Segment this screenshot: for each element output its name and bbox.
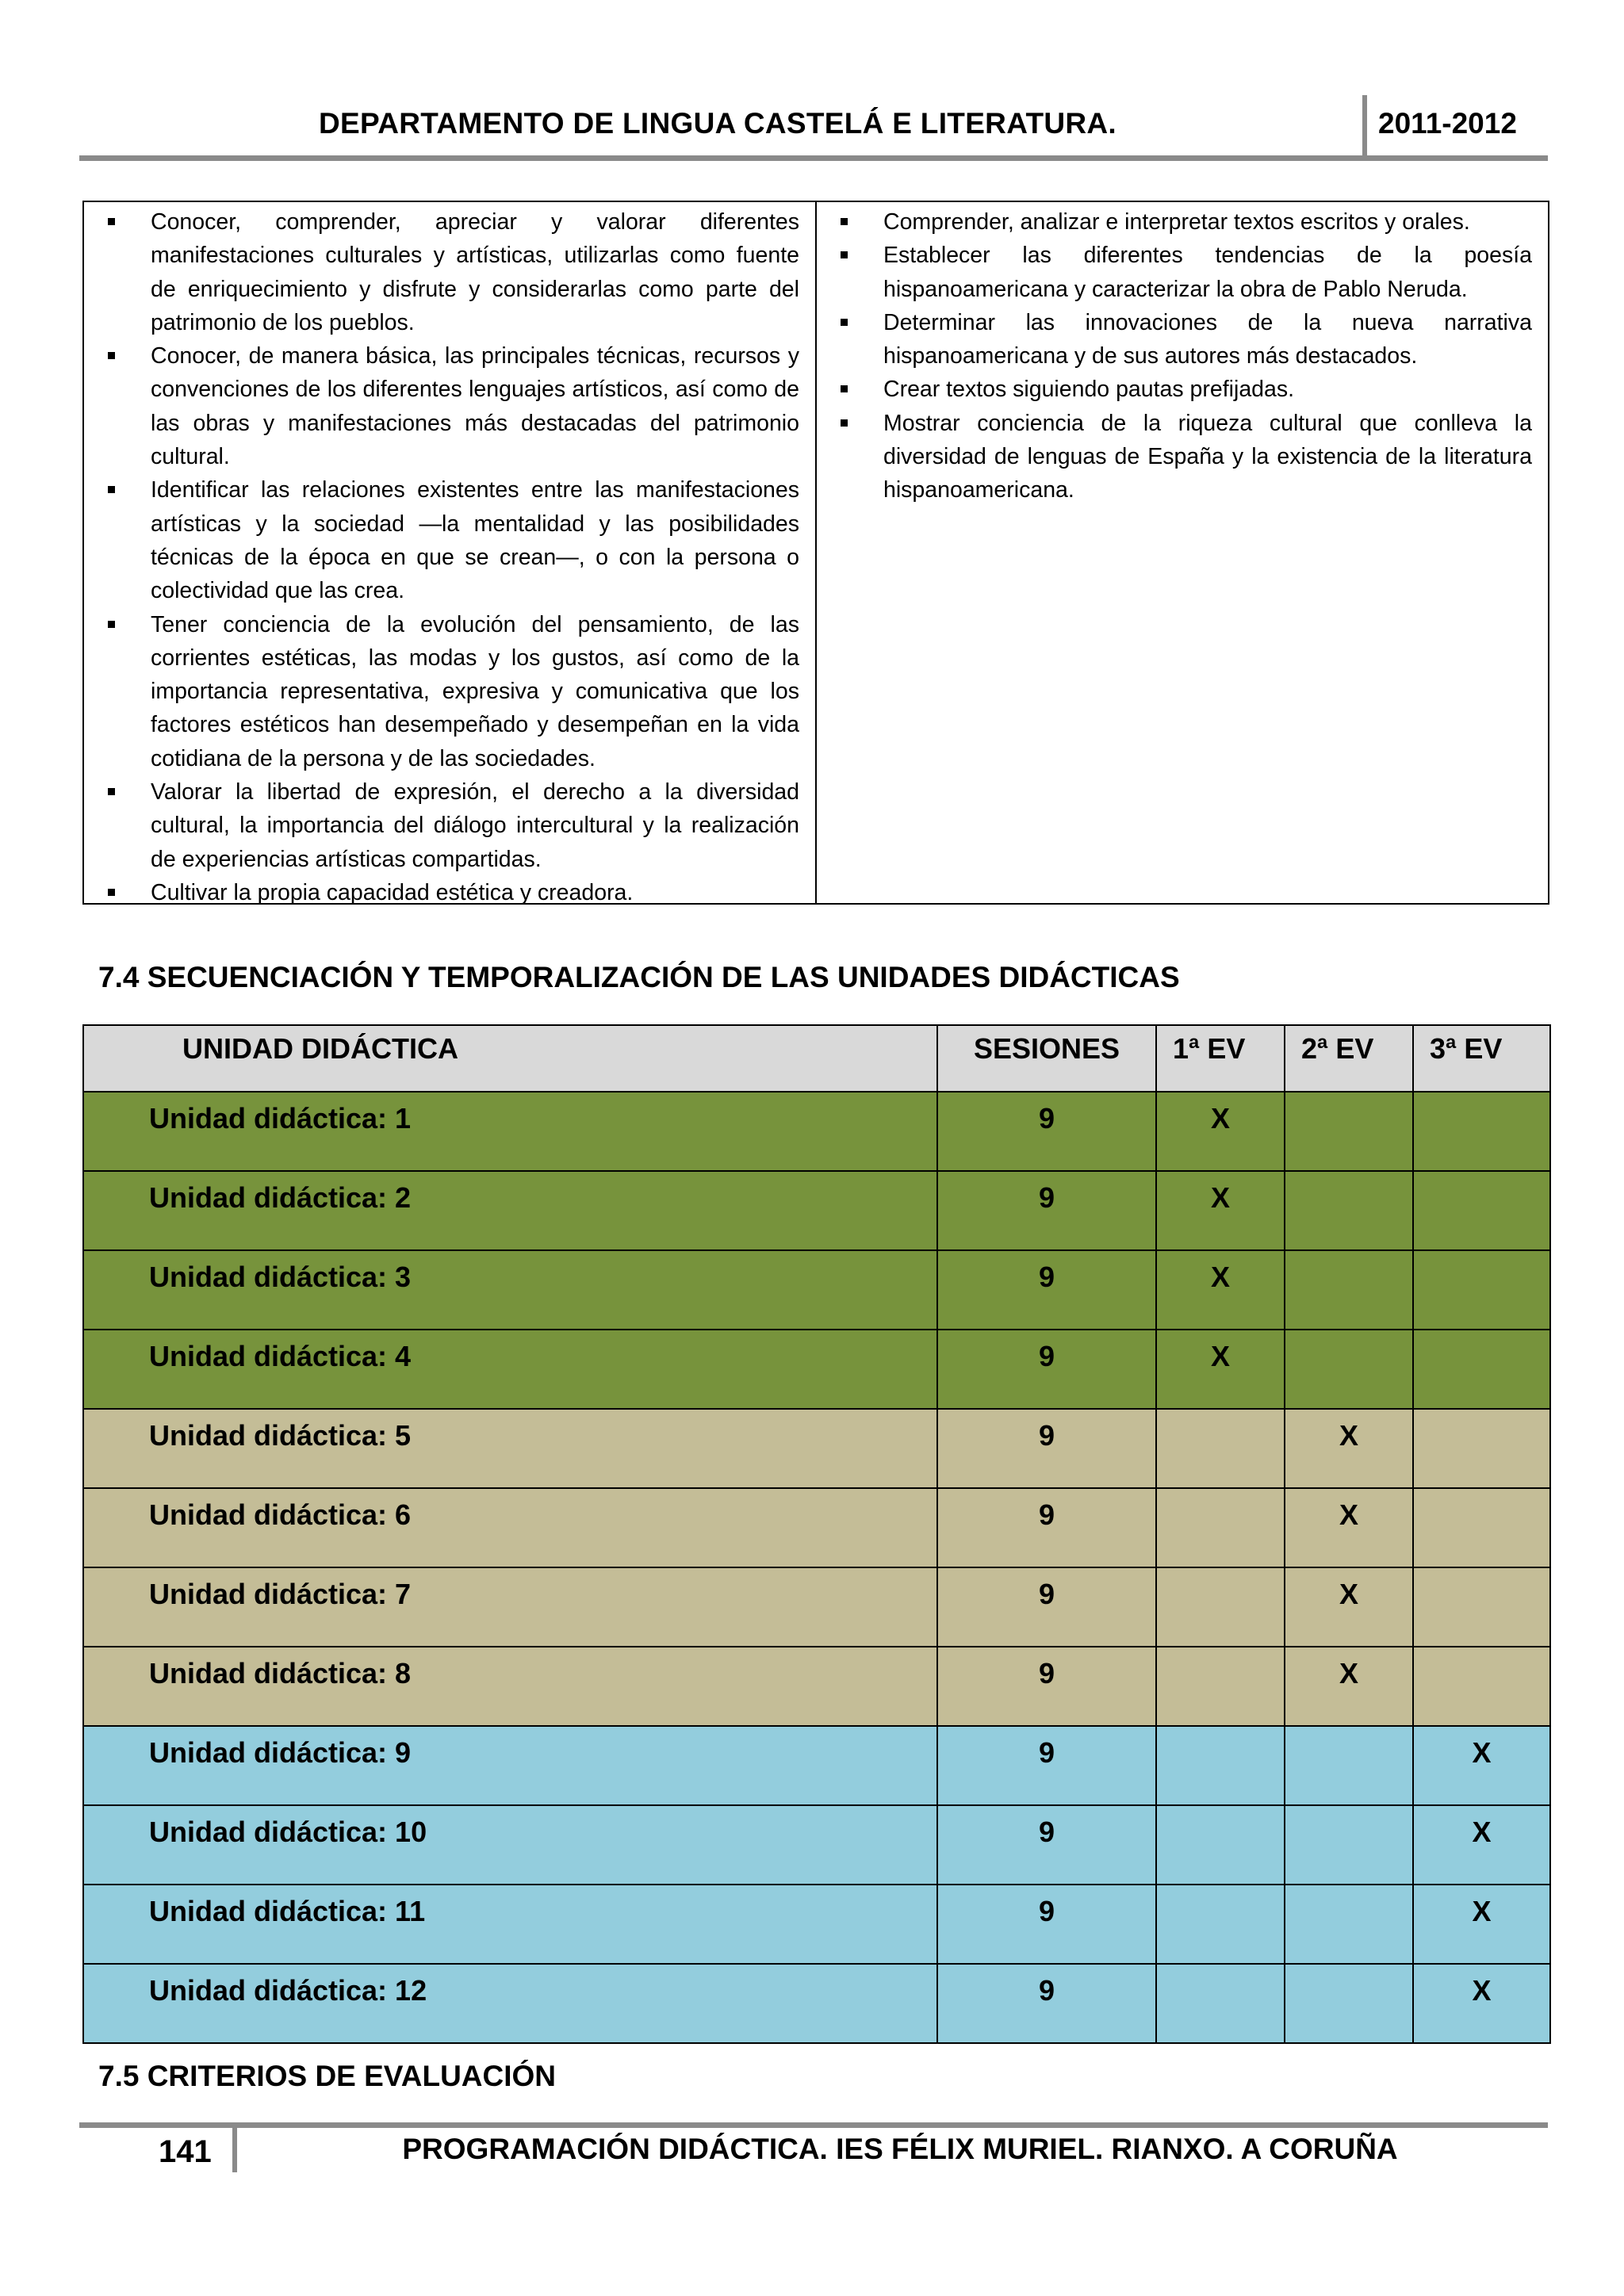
unit-ev1-cell [1156,1488,1285,1567]
objective-item: Conocer, de manera básica, las principales técnicas, recursos y convenciones de los diferentes lenguajes artísticos, así como de las obras y manifestaciones más destacadas del patrimonio cultural. [100,339,799,473]
unit-ev1-cell [1156,1726,1285,1805]
footer-divider [232,2125,237,2172]
unit-sessions-cell: 9 [937,1409,1156,1488]
unit-ev2-cell: X [1285,1647,1413,1726]
section-7-4-heading: 7.4 SECUENCIACIÓN Y TEMPORALIZACIÓN DE LAS UNIDADES DIDÁCTICAS [98,961,1180,993]
unit-ev2-cell [1285,1171,1413,1250]
unit-ev2-cell [1285,1885,1413,1964]
unit-name-cell: Unidad didáctica: 4 [83,1330,937,1409]
unit-sessions-cell: 9 [937,1488,1156,1567]
column-header-unit: UNIDAD DIDÁCTICA [83,1025,937,1092]
unit-ev1-cell: X [1156,1250,1285,1330]
unit-sessions-cell: 9 [937,1171,1156,1250]
unit-row [83,1330,1550,1409]
page-header-title: DEPARTAMENTO DE LINGUA CASTELÁ E LITERATURA. [318,107,1117,140]
unit-row [83,1647,1550,1726]
unit-ev3-cell [1413,1171,1550,1250]
unit-ev3-cell: X [1413,1885,1550,1964]
unit-ev2-cell: X [1285,1488,1413,1567]
unit-ev3-cell: X [1413,1964,1550,2043]
page-footer-text: PROGRAMACIÓN DIDÁCTICA. IES FÉLIX MURIEL. RIANXO. A CORUÑA [402,2133,1398,2165]
page-header-year: 2011-2012 [1378,107,1517,140]
column-header-sessions: SESIONES [937,1025,1156,1092]
objective-item: Determinar las innovaciones de la nueva narrativa hispanoamericana y de sus autores más destacados. [833,306,1532,373]
unit-row [83,1092,1550,1171]
unit-name-cell: Unidad didáctica: 7 [83,1567,937,1647]
unit-ev3-cell [1413,1250,1550,1330]
objective-item: Tener conciencia de la evolución del pensamiento, de las corrientes estéticas, las modas y los gustos, así como de la importancia representativa, expresiva y comunicativa que los factores estéticos han desempeñado y desempeñan en la vida cotidiana de la persona y de las sociedades. [100,608,799,775]
unit-ev2-cell [1285,1964,1413,2043]
unit-ev3-cell: X [1413,1726,1550,1805]
unit-sessions-cell: 9 [937,1964,1156,2043]
unit-ev1-cell [1156,1567,1285,1647]
unit-ev3-cell [1413,1330,1550,1409]
unit-ev3-cell: X [1413,1805,1550,1885]
unit-sessions-cell: 9 [937,1092,1156,1171]
objective-item: Mostrar conciencia de la riqueza cultural que conlleva la diversidad de lenguas de España y la existencia de la literatura hispanoamericana. [833,407,1532,507]
unit-ev1-cell [1156,1964,1285,2043]
unit-row [83,1885,1550,1964]
unit-ev3-cell [1413,1488,1550,1567]
objective-item: Cultivar la propia capacidad estética y creadora. [100,876,799,909]
units-schedule-table [82,1024,1551,2044]
unit-ev2-cell: X [1285,1409,1413,1488]
unit-row [83,1488,1550,1567]
unit-ev3-cell [1413,1567,1550,1647]
unit-sessions-cell: 9 [937,1567,1156,1647]
units-table-body [83,1092,1550,2043]
unit-ev3-cell [1413,1647,1550,1726]
objectives-right-list [833,205,1532,507]
unit-ev2-cell [1285,1092,1413,1171]
unit-name-cell: Unidad didáctica: 12 [83,1964,937,2043]
unit-ev1-cell: X [1156,1092,1285,1171]
unit-name-cell: Unidad didáctica: 3 [83,1250,937,1330]
unit-name-cell: Unidad didáctica: 11 [83,1885,937,1964]
unit-name-cell: Unidad didáctica: 6 [83,1488,937,1567]
unit-name-cell: Unidad didáctica: 10 [83,1805,937,1885]
unit-sessions-cell: 9 [937,1647,1156,1726]
unit-name-cell: Unidad didáctica: 2 [83,1171,937,1250]
unit-ev3-cell [1413,1092,1550,1171]
unit-name-cell: Unidad didáctica: 1 [83,1092,937,1171]
page-number: 141 [159,2134,212,2169]
column-header-ev1: 1ª EV [1156,1025,1285,1092]
objective-item: Crear textos siguiendo pautas prefijadas. [833,373,1532,406]
unit-ev2-cell [1285,1726,1413,1805]
unit-name-cell: Unidad didáctica: 8 [83,1647,937,1726]
unit-ev1-cell [1156,1409,1285,1488]
column-header-ev3: 3ª EV [1413,1025,1550,1092]
objective-item: Conocer, comprender, apreciar y valorar diferentes manifestaciones culturales y artísticas, utilizarlas como fuente de enriquecimiento y disfrute y considerarlas como parte del patrimonio de los pueblos. [100,205,799,339]
footer-rule [79,2122,1548,2128]
objectives-left-list [100,205,799,909]
unit-ev2-cell [1285,1805,1413,1885]
header-rule [79,155,1548,161]
unit-row [83,1567,1550,1647]
objectives-table [82,201,1549,905]
unit-ev1-cell [1156,1647,1285,1726]
objectives-right-column [817,202,1548,903]
objective-item: Establecer las diferentes tendencias de la poesía hispanoamericana y caracterizar la obra de Pablo Neruda. [833,239,1532,306]
objectives-left-column [84,202,817,903]
unit-row [83,1964,1550,2043]
objective-item: Valorar la libertad de expresión, el derecho a la diversidad cultural, la importancia del diálogo intercultural y la realización de experiencias artísticas compartidas. [100,775,799,876]
unit-ev2-cell: X [1285,1567,1413,1647]
unit-row [83,1805,1550,1885]
unit-sessions-cell: 9 [937,1330,1156,1409]
unit-ev1-cell [1156,1805,1285,1885]
unit-sessions-cell: 9 [937,1885,1156,1964]
unit-ev3-cell [1413,1409,1550,1488]
unit-row [83,1726,1550,1805]
unit-ev1-cell: X [1156,1171,1285,1250]
unit-ev2-cell [1285,1330,1413,1409]
unit-row [83,1250,1550,1330]
header-divider [1362,95,1367,160]
objective-item: Comprender, analizar e interpretar textos escritos y orales. [833,205,1532,239]
unit-ev1-cell [1156,1885,1285,1964]
unit-sessions-cell: 9 [937,1805,1156,1885]
column-header-ev2: 2ª EV [1285,1025,1413,1092]
unit-row [83,1171,1550,1250]
unit-name-cell: Unidad didáctica: 9 [83,1726,937,1805]
unit-row [83,1409,1550,1488]
unit-ev2-cell [1285,1250,1413,1330]
unit-ev1-cell: X [1156,1330,1285,1409]
section-7-5-heading: 7.5 CRITERIOS DE EVALUACIÓN [98,2060,557,2092]
unit-name-cell: Unidad didáctica: 5 [83,1409,937,1488]
objective-item: Identificar las relaciones existentes entre las manifestaciones artísticas y la sociedad —la mentalidad y las posibilidades técnicas de la época en que se crean—, o con la persona o colectividad que las crea. [100,473,799,607]
unit-sessions-cell: 9 [937,1250,1156,1330]
unit-sessions-cell: 9 [937,1726,1156,1805]
units-header-row [83,1025,1550,1092]
